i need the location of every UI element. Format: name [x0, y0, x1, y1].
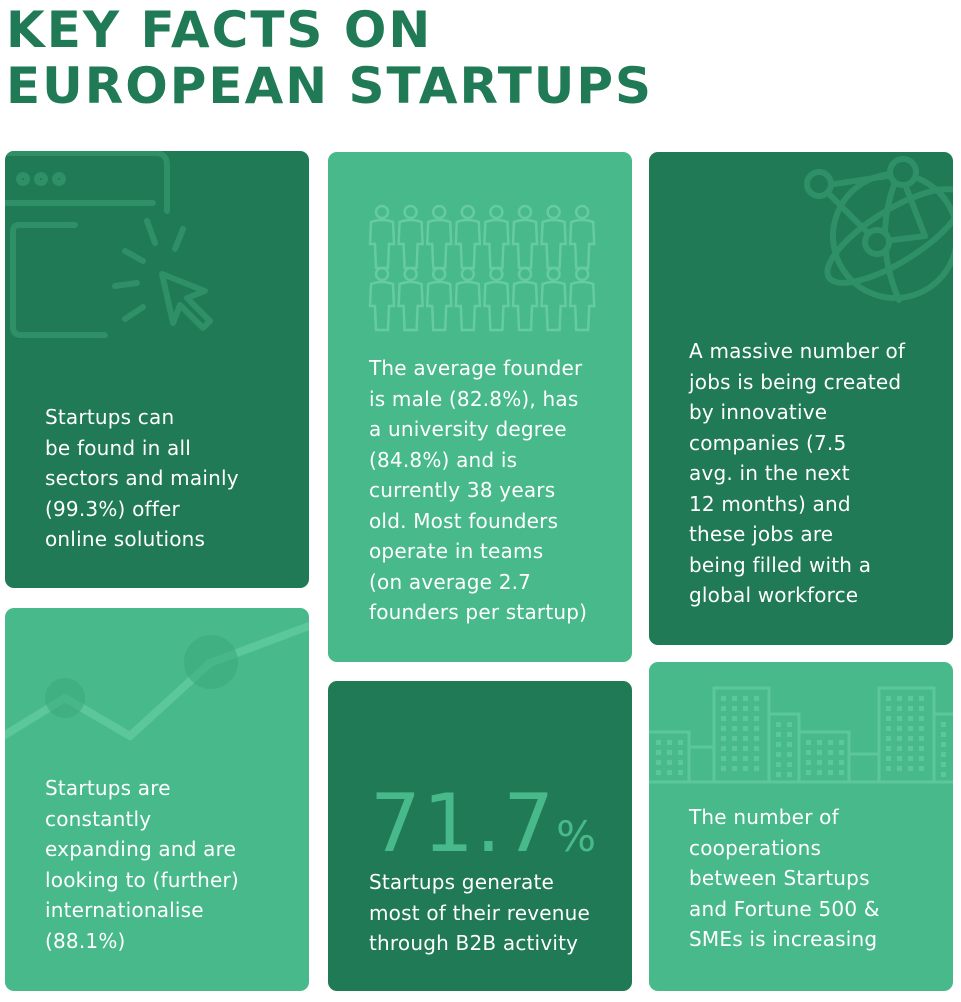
card-expanding — [5, 608, 309, 991]
text-line: most of their revenue — [369, 900, 591, 925]
page-title — [6, 2, 653, 114]
card-founder-text — [369, 353, 587, 628]
text-line: (99.3%) offer — [45, 496, 180, 521]
text-line: avg. in the next — [689, 461, 850, 485]
text-line: a university degree — [369, 417, 567, 441]
city-buildings-icon — [649, 662, 953, 792]
title-line-2: EUROPEAN STARTUPS — [6, 57, 654, 115]
text-line: through B2B activity — [369, 931, 579, 955]
text-line: by innovative — [689, 400, 828, 424]
text-line: looking to (further) — [45, 867, 239, 892]
text-line: The number of — [689, 805, 839, 829]
text-line: being filled with a — [689, 552, 872, 577]
title-line-1: KEY FACTS ON — [6, 1, 433, 59]
big-stat-unit: % — [556, 812, 597, 861]
text-line: these jobs are — [689, 522, 834, 546]
card-cooperations — [649, 662, 953, 991]
text-line: jobs is being created — [689, 369, 902, 394]
card-cooperations-text — [689, 802, 880, 955]
big-stat-number: 71.7 — [370, 777, 557, 870]
text-line: internationalise — [45, 898, 204, 922]
text-line: between Startups — [689, 866, 870, 890]
card-b2b — [328, 681, 632, 991]
text-line: companies (7.5 — [689, 430, 847, 455]
text-line: (on average 2.7 — [369, 569, 532, 594]
card-founder — [328, 152, 632, 662]
people-icon — [328, 152, 632, 352]
text-line: The average founder — [369, 356, 583, 380]
globe-network-icon — [649, 152, 953, 352]
text-line: SMEs is increasing — [689, 927, 878, 951]
text-line: (88.1%) — [45, 928, 126, 953]
text-line: 12 months) and — [689, 491, 851, 516]
text-line: expanding and are — [45, 837, 237, 861]
card-jobs-text — [689, 336, 905, 611]
text-line: old. Most founders — [369, 508, 559, 533]
card-jobs — [649, 152, 953, 645]
card-sectors — [5, 151, 309, 588]
text-line: cooperations — [689, 835, 822, 860]
text-line: online solutions — [45, 527, 206, 551]
text-line: Startups generate — [369, 870, 555, 894]
card-b2b-text — [369, 867, 590, 959]
text-line: operate in teams — [369, 539, 544, 563]
text-line: Startups can — [45, 405, 175, 429]
text-line: (84.8%) and is — [369, 447, 518, 472]
text-line: A massive number of — [689, 339, 906, 363]
text-line: sectors and mainly — [45, 466, 239, 490]
card-expanding-text — [45, 773, 239, 956]
text-line: is male (82.8%), has — [369, 386, 579, 411]
text-line: currently 38 years — [369, 478, 556, 502]
card-sectors-text — [45, 402, 239, 555]
text-line: constantly — [45, 806, 152, 831]
text-line: global workforce — [689, 583, 859, 607]
text-line: be found in all — [45, 435, 191, 460]
text-line: and Fortune 500 & — [689, 896, 880, 921]
text-line: founders per startup) — [369, 600, 588, 624]
text-line: Startups are — [45, 776, 171, 800]
